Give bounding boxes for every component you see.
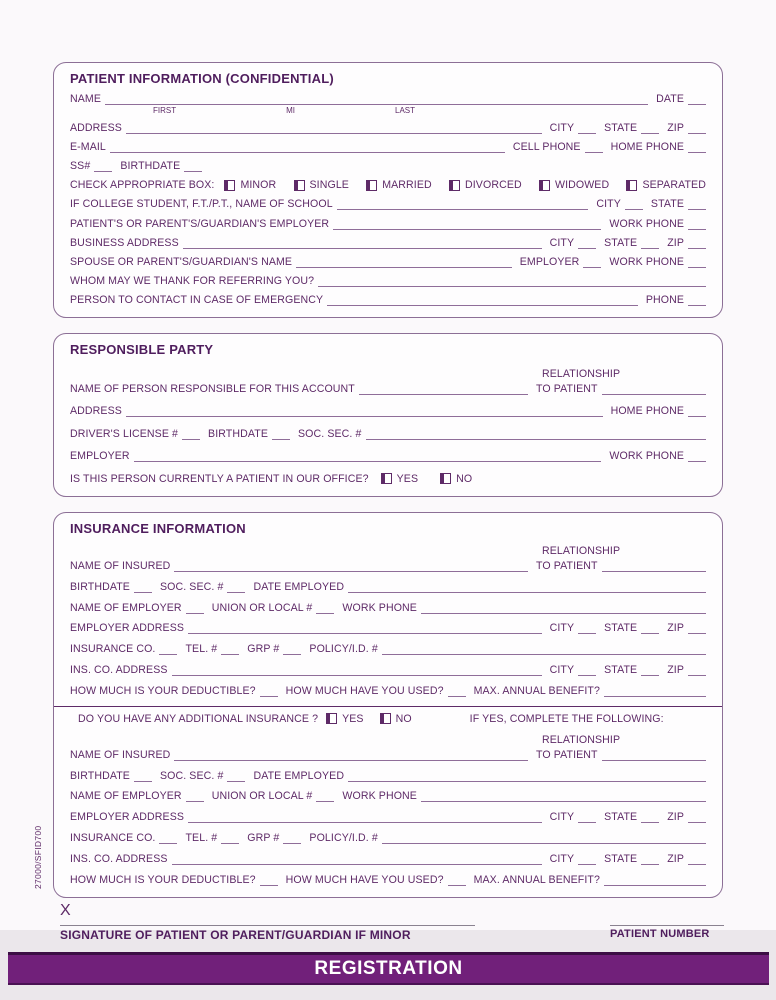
insurance-co-label: INSURANCE CO. (70, 643, 156, 656)
office-yes-label: YES (396, 472, 419, 485)
ins2-co-zip-input[interactable] (688, 854, 706, 865)
spouse-name-input[interactable] (296, 257, 512, 268)
insured2-emp-city-label: CITY (549, 811, 575, 824)
ins-co-city-input[interactable] (578, 665, 596, 676)
insured2-employer-address-label: EMPLOYER ADDRESS (70, 811, 185, 824)
tel-input[interactable] (221, 644, 239, 655)
insured2-soc-sec-label: SOC. SEC. # (159, 769, 224, 782)
insured-relationship-input[interactable] (602, 561, 706, 572)
patient-date-input[interactable] (688, 94, 706, 105)
insured2-name-input[interactable] (174, 750, 528, 761)
business-city-input[interactable] (578, 238, 596, 249)
business-address-label: BUSINESS ADDRESS (70, 236, 179, 249)
insured-soc-sec-label: SOC. SEC. # (159, 580, 224, 593)
ins-co-address-input[interactable] (172, 665, 542, 676)
first-sublabel: FIRST (153, 106, 177, 116)
spouse-employer-input[interactable] (583, 257, 601, 268)
responsible-home-phone-input[interactable] (688, 406, 706, 417)
state-label: STATE (604, 122, 638, 135)
insured2-union-label: UNION OR LOCAL # (211, 790, 313, 803)
patient-address-input[interactable] (126, 123, 542, 134)
responsible-birthdate-input[interactable] (272, 429, 290, 440)
deductible2-input[interactable] (260, 875, 278, 886)
single-label: SINGLE (309, 179, 349, 192)
business-zip-input[interactable] (688, 238, 706, 249)
checkbox-additional-yes[interactable] (326, 713, 337, 724)
insured2-emp-state-label: STATE (604, 811, 638, 824)
emergency-phone-input[interactable] (688, 295, 706, 306)
form-code-vertical: 27000/SFID700 (33, 825, 43, 889)
insured-birthdate-label: BIRTHDATE (70, 580, 130, 593)
responsible-section-title: RESPONSIBLE PARTY (70, 342, 214, 357)
additional-yes-label: YES (342, 712, 364, 725)
to-patient-label: TO PATIENT (536, 382, 598, 395)
cell-phone-label: CELL PHONE (512, 141, 581, 154)
max-benefit2-input[interactable] (604, 875, 706, 886)
tel2-input[interactable] (221, 833, 239, 844)
checkbox-divorced[interactable] (449, 180, 460, 191)
tel-label: TEL. # (185, 643, 218, 656)
insured2-birthdate-label: BIRTHDATE (70, 769, 130, 782)
additional-insurance-group (70, 706, 706, 725)
school-state-input[interactable] (688, 199, 706, 210)
checkbox-office-yes[interactable] (381, 473, 392, 484)
checkbox-separated[interactable] (626, 180, 637, 191)
city-label: CITY (549, 122, 575, 135)
checkbox-married[interactable] (366, 180, 377, 191)
responsible-name-input[interactable] (359, 384, 528, 395)
checkbox-widowed[interactable] (539, 180, 550, 191)
checkbox-minor[interactable] (224, 180, 235, 191)
insured-employer-label: NAME OF EMPLOYER (70, 601, 182, 614)
spouse-employer-label: EMPLOYER (519, 255, 580, 268)
widowed-label: WIDOWED (554, 179, 610, 192)
zip-label: ZIP (667, 122, 684, 135)
office-no-label: NO (456, 472, 473, 485)
guardian-employer-label: PATIENT'S OR PARENT'S/GUARDIAN'S EMPLOYER (70, 217, 330, 230)
insured-name-input[interactable] (174, 561, 528, 572)
responsible-soc-sec-input[interactable] (366, 429, 706, 440)
patient-section-title: PATIENT INFORMATION (CONFIDENTIAL) (70, 71, 334, 86)
patient-zip-input[interactable] (688, 123, 706, 134)
patient-city-input[interactable] (578, 123, 596, 134)
email-label: E-MAIL (70, 141, 106, 154)
responsible-employer-input[interactable] (134, 451, 602, 462)
responsible-relationship-input[interactable] (602, 384, 706, 395)
grp-input[interactable] (283, 644, 301, 655)
deductible2-question: HOW MUCH IS YOUR DEDUCTIBLE? (70, 873, 256, 886)
spouse-label: SPOUSE OR PARENT'S/GUARDIAN'S NAME (70, 255, 293, 268)
school-city-label: CITY (596, 198, 621, 211)
used-question: HOW MUCH HAVE YOU USED? (285, 685, 444, 698)
responsible-soc-sec-label: SOC. SEC. # (298, 427, 362, 440)
grp-label: GRP # (247, 643, 280, 656)
insured-to-patient-label: TO PATIENT (536, 559, 598, 572)
policy2-id-label: POLICY/I.D. # (309, 832, 378, 845)
patient-number-block (610, 908, 724, 940)
insured2-date-employed-label: DATE EMPLOYED (253, 769, 345, 782)
relationship-label: RELATIONSHIP (542, 367, 621, 380)
ins2-co-address-label: INS. CO. ADDRESS (70, 853, 168, 866)
responsible-party-section (53, 333, 723, 497)
additional-insurance-question: DO YOU HAVE ANY ADDITIONAL INSURANCE ? (78, 712, 319, 725)
policy-id-input[interactable] (382, 644, 706, 655)
insured2-work-phone-label: WORK PHONE (342, 790, 417, 803)
used2-question: HOW MUCH HAVE YOU USED? (285, 873, 444, 886)
checkbox-office-no[interactable] (440, 473, 451, 484)
deductible-input[interactable] (260, 686, 278, 697)
insurance2-co-input[interactable] (159, 833, 177, 844)
insured-emp-zip-label: ZIP (667, 622, 684, 635)
school-name-input[interactable] (337, 199, 589, 210)
insured2-relationship-label: RELATIONSHIP (542, 733, 621, 746)
insured2-emp-city-input[interactable] (578, 812, 596, 823)
mi-sublabel: MI (286, 106, 295, 116)
insured2-employer-address-input[interactable] (188, 812, 542, 823)
divorced-label: DIVORCED (465, 179, 522, 192)
responsible-address-input[interactable] (126, 406, 603, 417)
if-yes-label: IF YES, COMPLETE THE FOLLOWING: (469, 712, 664, 725)
insured2-union-input[interactable] (316, 791, 334, 802)
guardian-work-phone-label: WORK PHONE (609, 217, 684, 230)
used-input[interactable] (448, 686, 466, 697)
grp2-label: GRP # (247, 832, 280, 845)
insured2-emp-zip-input[interactable] (688, 812, 706, 823)
ins2-co-city-input[interactable] (578, 854, 596, 865)
patient-number-label: PATIENT NUMBER (610, 928, 710, 940)
insured-soc-sec-input[interactable] (227, 582, 245, 593)
max-benefit2-question: MAX. ANNUAL BENEFIT? (473, 873, 600, 886)
emergency-phone-label: PHONE (645, 293, 684, 306)
insured2-emp-zip-label: ZIP (667, 811, 684, 824)
emergency-contact-input[interactable] (327, 295, 638, 306)
minor-label: MINOR (240, 179, 277, 192)
insured-emp-city-label: CITY (549, 622, 575, 635)
insured-emp-state-input[interactable] (641, 623, 659, 634)
responsible-name-label: NAME OF PERSON RESPONSIBLE FOR THIS ACCOUNT (70, 382, 355, 395)
insured-emp-zip-input[interactable] (688, 623, 706, 634)
used2-input[interactable] (448, 875, 466, 886)
insured-name-label: NAME OF INSURED (70, 559, 171, 572)
patient-name-row-group (70, 93, 706, 115)
insured-relationship-label: RELATIONSHIP (542, 544, 621, 557)
insurance2-co-label: INSURANCE CO. (70, 832, 156, 845)
insured-employer-address-label: EMPLOYER ADDRESS (70, 622, 185, 635)
signature-label: SIGNATURE OF PATIENT OR PARENT/GUARDIAN IF MINOR (60, 928, 411, 942)
responsible-work-phone-input[interactable] (688, 451, 706, 462)
drivers-license-label: DRIVER'S LICENSE # (70, 427, 179, 440)
signature-x-mark: X (60, 902, 71, 919)
drivers-license-input[interactable] (182, 429, 200, 440)
patient-birthdate-input[interactable] (184, 161, 202, 172)
business-state-input[interactable] (641, 238, 659, 249)
insured-work-phone-label: WORK PHONE (342, 601, 417, 614)
guardian-employer-input[interactable] (333, 219, 601, 230)
grp2-input[interactable] (283, 833, 301, 844)
checkbox-additional-no[interactable] (380, 713, 391, 724)
policy-id-label: POLICY/I.D. # (309, 643, 378, 656)
college-label: IF COLLEGE STUDENT, F.T./P.T., NAME OF SCHOOL (70, 198, 333, 211)
separated-label: SEPARATED (642, 179, 706, 192)
insured2-date-employed-input[interactable] (348, 771, 706, 782)
deductible-question: HOW MUCH IS YOUR DEDUCTIBLE? (70, 685, 256, 698)
check-box-label: CHECK APPROPRIATE BOX: (70, 179, 215, 192)
ins2-co-address-input[interactable] (172, 854, 542, 865)
insured2-soc-sec-input[interactable] (227, 771, 245, 782)
signature-input[interactable] (60, 919, 475, 926)
additional-no-label: NO (395, 712, 412, 725)
patient-name-input[interactable] (105, 94, 648, 105)
responsible-home-phone-label: HOME PHONE (610, 405, 684, 418)
referring-label: WHOM MAY WE THANK FOR REFERRING YOU? (70, 274, 315, 287)
insurance-section-title: INSURANCE INFORMATION (70, 521, 246, 536)
ins2-co-state-input[interactable] (641, 854, 659, 865)
current-patient-question: IS THIS PERSON CURRENTLY A PATIENT IN OUR OFFICE? (70, 472, 369, 485)
section-divider (54, 706, 722, 707)
school-state-label: STATE (650, 198, 684, 211)
responsible-address-label: ADDRESS (70, 405, 122, 418)
ins-co-state-input[interactable] (641, 665, 659, 676)
patient-cell-phone-input[interactable] (585, 142, 603, 153)
insured-work-phone-input[interactable] (421, 603, 706, 614)
registration-banner (8, 952, 769, 985)
ins2-co-city-label: CITY (549, 853, 575, 866)
last-sublabel: LAST (395, 106, 416, 116)
insured2-emp-state-input[interactable] (641, 812, 659, 823)
business-state-label: STATE (604, 236, 638, 249)
responsible-work-phone-label: WORK PHONE (609, 450, 684, 463)
business-address-input[interactable] (183, 238, 542, 249)
ins2-co-zip-label: ZIP (667, 853, 684, 866)
insured-date-employed-label: DATE EMPLOYED (253, 580, 345, 593)
insured-union-label: UNION OR LOCAL # (211, 601, 313, 614)
insured-birthdate-input[interactable] (134, 582, 152, 593)
date-label: DATE (656, 93, 684, 106)
insurance-co-input[interactable] (159, 644, 177, 655)
signature-block (60, 903, 475, 942)
ins2-co-state-label: STATE (604, 853, 638, 866)
business-zip-label: ZIP (667, 236, 684, 249)
patient-number-input[interactable] (610, 908, 724, 926)
patient-ss-input[interactable] (94, 161, 112, 172)
insured-employer-input[interactable] (186, 603, 204, 614)
birthdate-label: BIRTHDATE (120, 160, 181, 173)
ins-co-address-label: INS. CO. ADDRESS (70, 664, 168, 677)
ins-co-city-label: CITY (549, 664, 575, 677)
emergency-label: PERSON TO CONTACT IN CASE OF EMERGENCY (70, 293, 324, 306)
patient-information-section (53, 62, 723, 318)
patient-state-input[interactable] (641, 123, 659, 134)
home-phone-label: HOME PHONE (610, 141, 684, 154)
insured2-work-phone-input[interactable] (421, 791, 706, 802)
insured-emp-city-input[interactable] (578, 623, 596, 634)
married-label: MARRIED (382, 179, 432, 192)
insured-emp-state-label: STATE (604, 622, 638, 635)
responsible-birthdate-label: BIRTHDATE (208, 427, 268, 440)
insured2-to-patient-label: TO PATIENT (536, 748, 598, 761)
ss-label: SS# (70, 160, 91, 173)
max-benefit-input[interactable] (604, 686, 706, 697)
guardian-work-phone-input[interactable] (688, 219, 706, 230)
insured2-birthdate-input[interactable] (134, 771, 152, 782)
tel2-label: TEL. # (185, 832, 218, 845)
referring-input[interactable] (318, 276, 706, 287)
ins-co-zip-label: ZIP (667, 664, 684, 677)
insurance-information-section (53, 512, 723, 898)
name-label: NAME (70, 93, 102, 106)
business-city-label: CITY (549, 236, 575, 249)
policy2-id-input[interactable] (382, 833, 706, 844)
patient-email-input[interactable] (110, 142, 505, 153)
insured2-relationship-input[interactable] (602, 750, 706, 761)
ins-co-zip-input[interactable] (688, 665, 706, 676)
insured-union-input[interactable] (316, 603, 334, 614)
insured2-name-label: NAME OF INSURED (70, 748, 171, 761)
checkbox-single[interactable] (294, 180, 305, 191)
patient-home-phone-input[interactable] (688, 142, 706, 153)
insured-employer-address-input[interactable] (188, 623, 542, 634)
spouse-work-phone-label: WORK PHONE (609, 255, 684, 268)
address-label: ADDRESS (70, 122, 122, 135)
responsible-employer-label: EMPLOYER (70, 450, 130, 463)
insured-date-employed-input[interactable] (348, 582, 706, 593)
registration-banner-title: REGISTRATION (314, 958, 463, 979)
insured2-employer-label: NAME OF EMPLOYER (70, 790, 182, 803)
school-city-input[interactable] (625, 199, 643, 210)
insured2-employer-input[interactable] (186, 791, 204, 802)
spouse-work-phone-input[interactable] (688, 257, 706, 268)
ins-co-state-label: STATE (604, 664, 638, 677)
max-benefit-question: MAX. ANNUAL BENEFIT? (473, 685, 600, 698)
